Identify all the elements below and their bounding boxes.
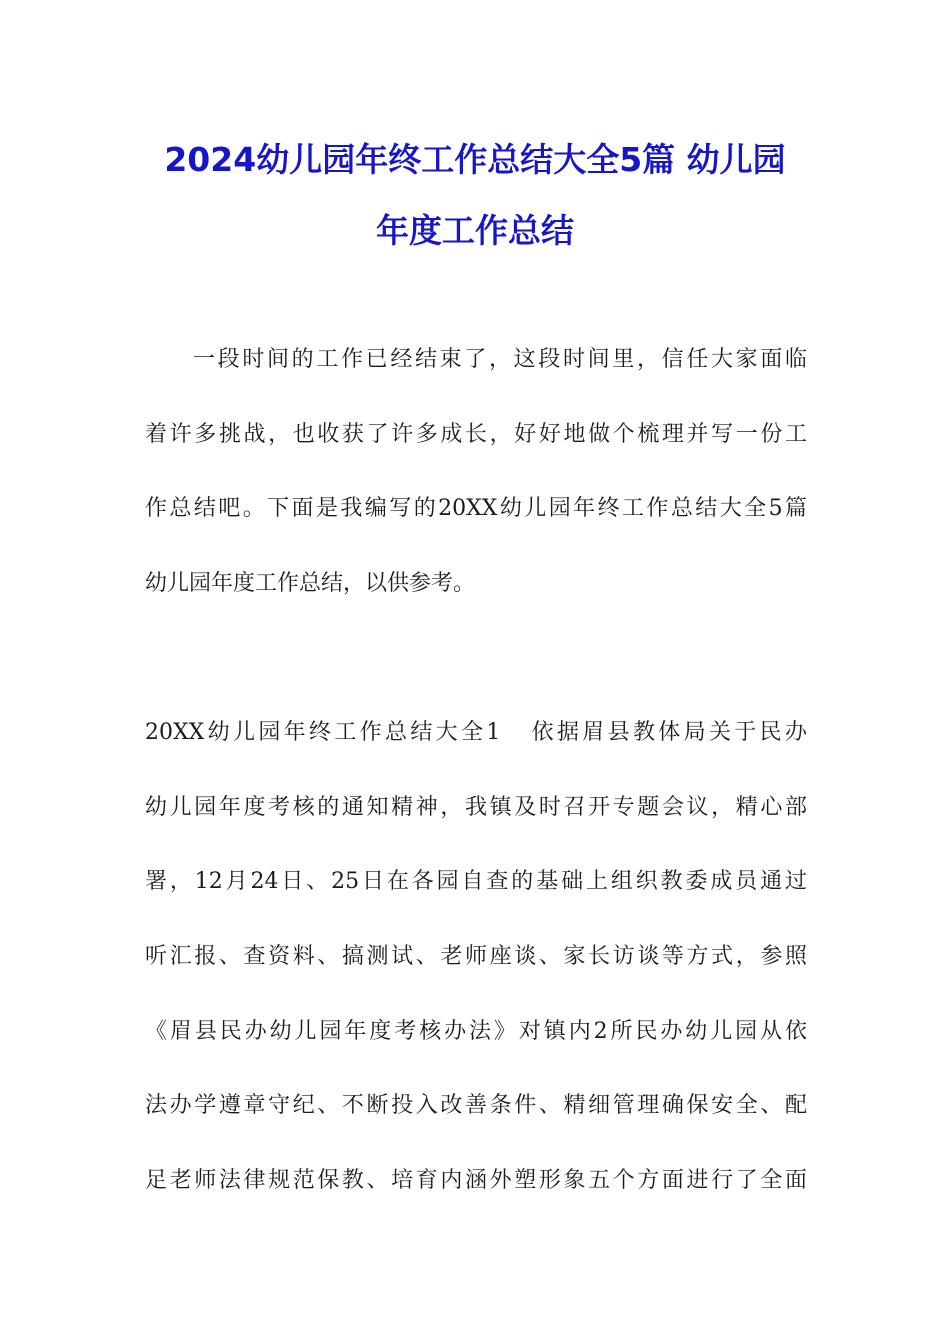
- section-line-5: 《眉县民办幼儿园年度考核办法》对镇内2所民办幼儿园从依: [145, 1019, 807, 1044]
- section-line-2: 幼儿园年度考核的通知精神，我镇及时召开专题会议，精心部: [145, 795, 807, 820]
- section-line-6: 法办学遵章守纪、不断投入改善条件、精细管理确保安全、配: [145, 1093, 807, 1118]
- section-line-4: 听汇报、查资料、搞测试、老师座谈、家长访谈等方式，参照: [145, 944, 807, 969]
- intro-line-2: 着许多挑战，也收获了许多成长，好好地做个梳理并写一份工: [145, 422, 807, 447]
- document-title-line-2: 年度工作总结: [376, 211, 574, 250]
- section-line-1: 依据眉县教体局关于民办: [528, 720, 807, 745]
- section-first-line: [145, 718, 807, 748]
- section-line-7: 足老师法律规范保教、培育内涵外塑形象五个方面进行了全面: [145, 1168, 807, 1193]
- intro-line-1: 一段时间的工作已经结束了，这段时间里，信任大家面临: [193, 347, 807, 372]
- section-line-3: 署，12月24日、25日在各园自查的基础上组织教委成员通过: [145, 869, 807, 894]
- section-heading: 20XX幼儿园年终工作总结大全1: [145, 720, 501, 745]
- intro-line-4: 幼儿园年度工作总结，以供参考。: [145, 571, 476, 596]
- document-title-line-1: 2024幼儿园年终工作总结大全5篇 幼儿园: [164, 140, 786, 179]
- intro-line-3: 作总结吧。下面是我编写的20XX幼儿园年终工作总结大全5篇: [145, 496, 807, 521]
